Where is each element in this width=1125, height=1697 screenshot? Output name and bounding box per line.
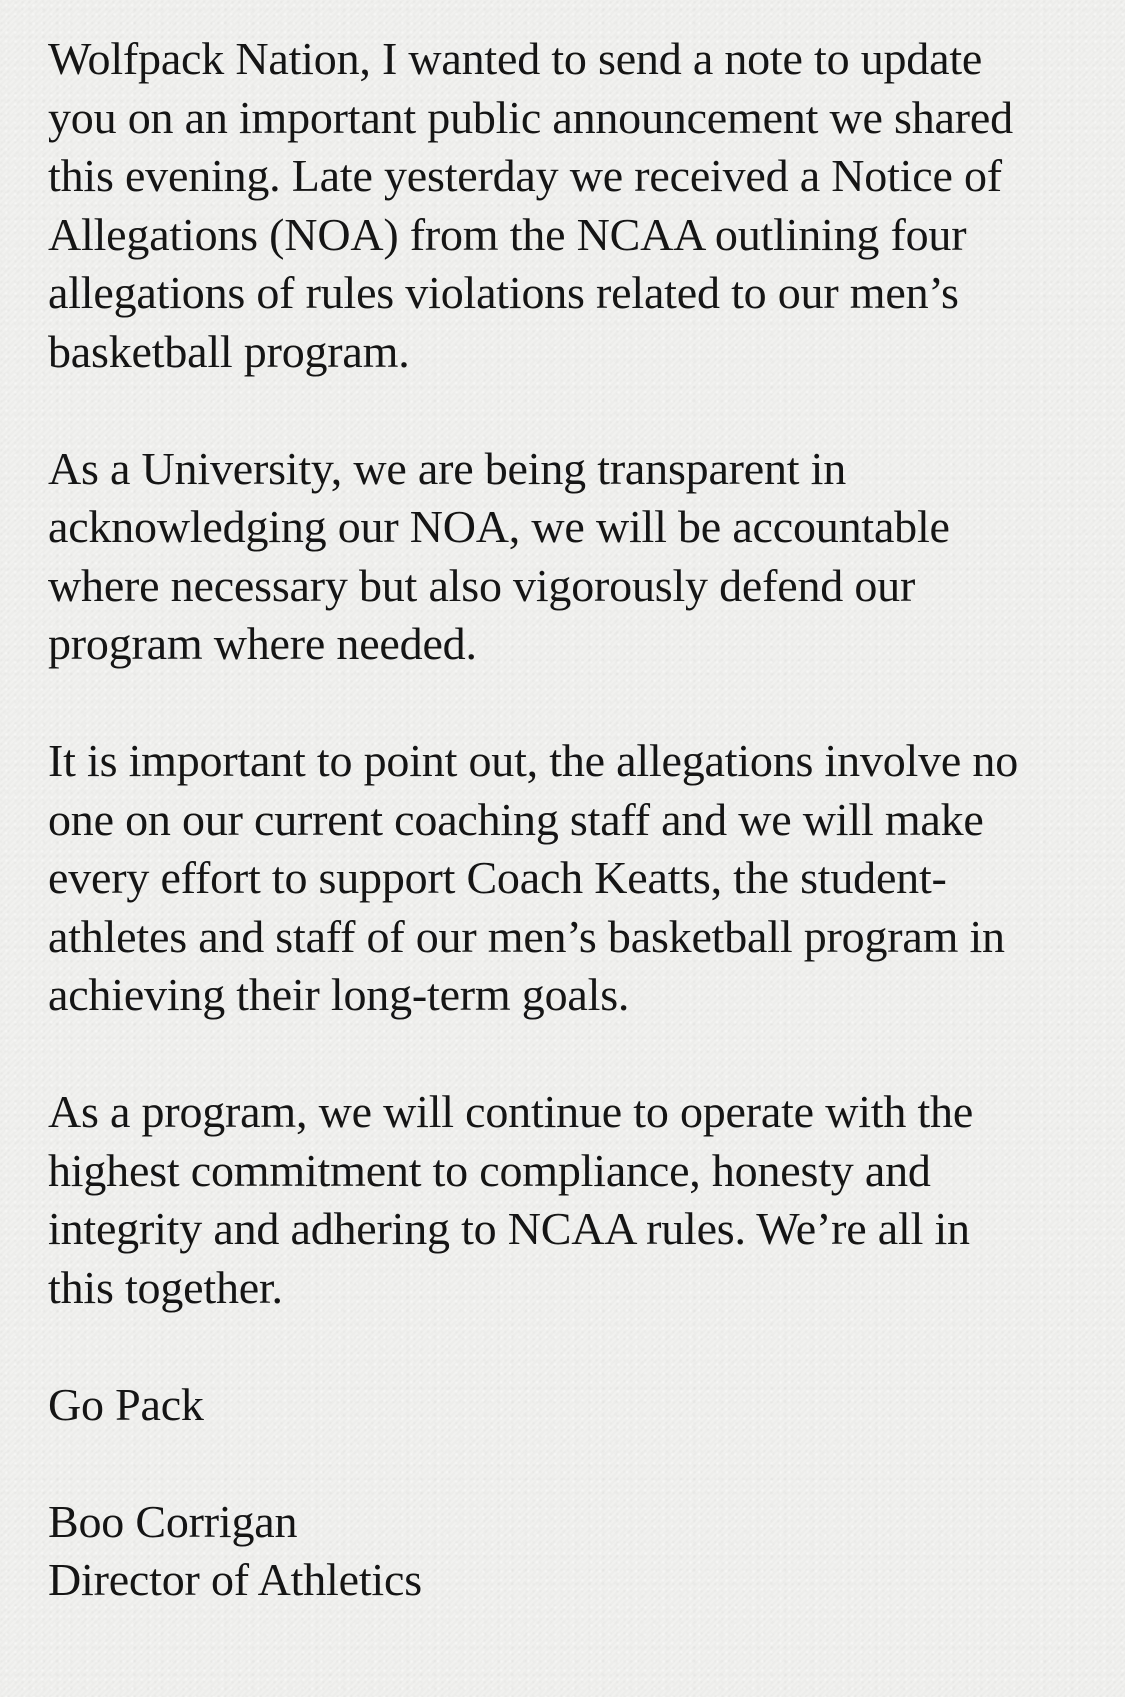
- text-line: achieving their long-term goals.: [48, 969, 630, 1020]
- signature-name: Boo Corrigan: [48, 1495, 298, 1547]
- paragraph-transparency: [48, 440, 1098, 674]
- text-line: As a University, we are being transparent in: [48, 442, 847, 494]
- closing-text: Go Pack: [48, 1378, 204, 1430]
- text-line: Wolfpack Nation, I wanted to send a note to update: [48, 33, 983, 84]
- text-line: athletes and staff of our men’s basketball program in: [48, 910, 1005, 962]
- signature-title: Director of Athletics: [48, 1554, 422, 1605]
- text-line: this evening. Late yesterday we received a Notice of: [48, 150, 1002, 201]
- text-line: integrity and adhering to NCAA rules. We’re all in: [48, 1203, 970, 1254]
- signature-block: [48, 1493, 1098, 1610]
- letter-body: [48, 30, 1098, 1610]
- text-line: It is important to point out, the allegations involve no: [48, 735, 1019, 786]
- text-line: highest commitment to compliance, honesty and: [48, 1144, 931, 1196]
- paragraph-intro: [48, 30, 1098, 381]
- text-line: acknowledging our NOA, we will be accountable: [48, 501, 950, 552]
- text-line: every effort to support Coach Keatts, the student-: [48, 852, 947, 903]
- paragraph-commitment: [48, 1083, 1098, 1317]
- text-line: Allegations (NOA) from the NCAA outlining four: [48, 208, 967, 260]
- text-line: As a program, we will continue to operate with the: [48, 1086, 974, 1137]
- text-line: basketball program.: [48, 325, 410, 377]
- text-line: where necessary but also vigorously defend our: [48, 559, 916, 611]
- paragraph-coaching-staff: [48, 732, 1098, 1025]
- closing: [48, 1376, 1098, 1435]
- text-line: you on an important public announcement we shared: [48, 91, 1013, 143]
- text-line: one on our current coaching staff and we will make: [48, 793, 984, 845]
- text-line: allegations of rules violations related to our men’s: [48, 267, 959, 318]
- text-line: program where needed.: [48, 618, 477, 669]
- text-line: this together.: [48, 1261, 283, 1313]
